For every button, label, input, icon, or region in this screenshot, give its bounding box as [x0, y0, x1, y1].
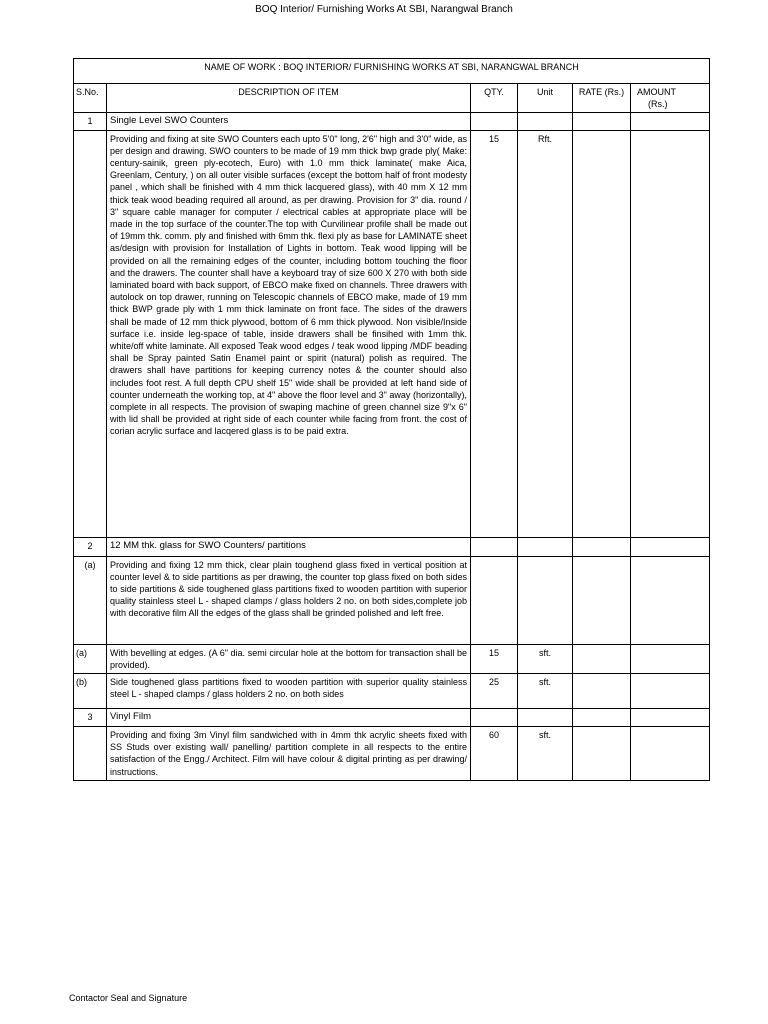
- row-unit: [518, 709, 573, 727]
- table-row: [74, 709, 710, 727]
- row-qty: 15: [471, 130, 518, 537]
- row-qty: [471, 537, 518, 556]
- row-amount: [631, 727, 710, 781]
- table-row: [74, 537, 710, 556]
- row-description: Vinyl Film: [107, 709, 471, 727]
- row-amount: [631, 644, 710, 673]
- row-unit: sft.: [518, 674, 573, 709]
- row-amount: [631, 537, 710, 556]
- row-rate: [573, 709, 631, 727]
- row-sno: (b): [74, 674, 107, 709]
- row-rate: [573, 130, 631, 537]
- amount-unit-label: (Rs.): [648, 99, 668, 110]
- boq-table: [73, 58, 710, 781]
- col-unit-header: Unit: [518, 84, 573, 113]
- row-unit: [518, 556, 573, 644]
- table-row: [74, 674, 710, 709]
- amount-label: AMOUNT: [637, 87, 676, 97]
- col-sno-header: S.No.: [74, 84, 107, 113]
- name-of-work-row: [74, 59, 710, 84]
- table-row: [74, 113, 710, 130]
- row-description: 12 MM thk. glass for SWO Counters/ partitions: [107, 537, 471, 556]
- row-description: Side toughened glass partitions fixed to wooden partition with superior quality stainless steel L - shaped clamps / glass holders 2 no. on both sides: [107, 674, 471, 709]
- row-amount: [631, 709, 710, 727]
- row-unit: Rft.: [518, 130, 573, 537]
- row-rate: [573, 556, 631, 644]
- row-qty: 15: [471, 644, 518, 673]
- row-sno: 3: [74, 709, 107, 727]
- name-of-work: NAME OF WORK : BOQ INTERIOR/ FURNISHING WORKS AT SBI, NARANGWAL BRANCH: [74, 59, 710, 84]
- row-description: With bevelling at edges. (A 6" dia. semi circular hole at the bottom for transaction shall be provided).: [107, 644, 471, 673]
- row-sno: [74, 727, 107, 781]
- page-header: BOQ Interior/ Furnishing Works At SBI, Narangwal Branch: [255, 4, 513, 15]
- row-description: Providing and fixing 3m Vinyl film sandwiched with in 4mm thk acrylic sheets fixed with SS Studs over existing wall/ panelling/ partition complete in all respects to the entire satisfaction of the Engg./ Architect. Film will have colour & digital printing as per drawing/ instructions.: [107, 727, 471, 781]
- row-sno: (a): [74, 556, 107, 644]
- row-sno: [74, 130, 107, 537]
- row-rate: [573, 644, 631, 673]
- table-row: [74, 644, 710, 673]
- row-amount: [631, 130, 710, 537]
- row-unit: sft.: [518, 727, 573, 781]
- row-rate: [573, 113, 631, 130]
- col-rate-header: RATE (Rs.): [573, 84, 631, 113]
- row-rate: [573, 727, 631, 781]
- row-qty: 60: [471, 727, 518, 781]
- row-description: Single Level SWO Counters: [107, 113, 471, 130]
- row-description: Providing and fixing at site SWO Counters each upto 5'0" long, 2'6" high and 3'0" wide, as per design and drawing. SWO counters to be made of 19 mm thick bwp grade ply( Make: century-sainik, green ply-ecotech, Euro) with 1.0 mm thick laminate( make Aica, Greenlam, Century, ) on all outer visible surfaces (except the bottom half of front modesty panel , which shall be finished with 4 mm thick lacquered glass), with 40 mm X 12 mm thick teak wood beading required all around, as per drawing. Provision for 3" dia. round / 3" square cable manager for computer / electrical cables at appropriate place will be made in the top surface of the counter.The top with Curvilinear profile shall be made out of 19mm thk. comm. ply and finished with 6mm thk. flexi ply as base for LAMINATE sheet as/design with provision for Installation of Lights in bottom. Teak wood lipping will be provided on all the remaining edges of the counter, including bottom touching the floor and the drawers. The counter shall have a keyboard tray of size 600 X 270 with both side laminated board with back support, of EBCO make fixed on channels. Three drawers with autolock on top drawer, running on Telescopic channels of EBCO make, made of 19 mm thick BWP grade ply with 1 mm thick laminate on front face. The sides of the drawers shall be made of 12 mm thick plywood, bottom of 6 mm thick plywood. Non visible/Inside surface i.e. inside leg-space of table, inside drawers shall be finsihed with 1mm thk. white/off white laminate. All exposed Teak wood edges / teak wood lipping /MDF beading shall be Spray painted Satin Enamel paint or spirit (natural) polish as required. The drawers shall have partitions for keeping currency notes & the counter should also includes foot rest. A full depth CPU shelf 15" wide shall be provided at left hand side of counter underneath the working top, at 4" above the floor level and 3" away (horizontally), complete in all respects. The provision of swaping machine of green channel size 9"x 6" with lid shall be provided at right side of each counter while facing from front. the cost of corian acrylic surface and lacqered glass is to be paid extra.: [107, 130, 471, 537]
- row-unit: sft.: [518, 644, 573, 673]
- row-sno: (a): [74, 644, 107, 673]
- header-row: [74, 84, 710, 113]
- row-qty: [471, 556, 518, 644]
- contractor-signature-label: Contactor Seal and Signature: [69, 993, 188, 1003]
- col-qty-header: QTY.: [471, 84, 518, 113]
- row-rate: [573, 674, 631, 709]
- table-row: [74, 130, 710, 537]
- row-qty: [471, 709, 518, 727]
- row-amount: [631, 556, 710, 644]
- row-qty: 25: [471, 674, 518, 709]
- row-description: Providing and fixing 12 mm thick, clear plain toughend glass fixed in vertical position at counter level & to side partitions as per drawing, the counter top glass fixed on both sides to side partitions & side toughened glass partitions fixed to wooden partition with superior quality stainless steel L - shaped clamps / glass holders 2 no. on both sides,complete job with decorative film All the edges of the glass shall be grinded polished and left free.: [107, 556, 471, 644]
- row-sno: 1: [74, 113, 107, 130]
- row-amount: [631, 674, 710, 709]
- row-amount: [631, 113, 710, 130]
- row-unit: [518, 537, 573, 556]
- row-qty: [471, 113, 518, 130]
- row-sno: 2: [74, 537, 107, 556]
- row-rate: [573, 537, 631, 556]
- row-unit: [518, 113, 573, 130]
- table-row: [74, 727, 710, 781]
- col-amount-header: [631, 84, 710, 113]
- col-description-header: DESCRIPTION OF ITEM: [107, 84, 471, 113]
- table-row: [74, 556, 710, 644]
